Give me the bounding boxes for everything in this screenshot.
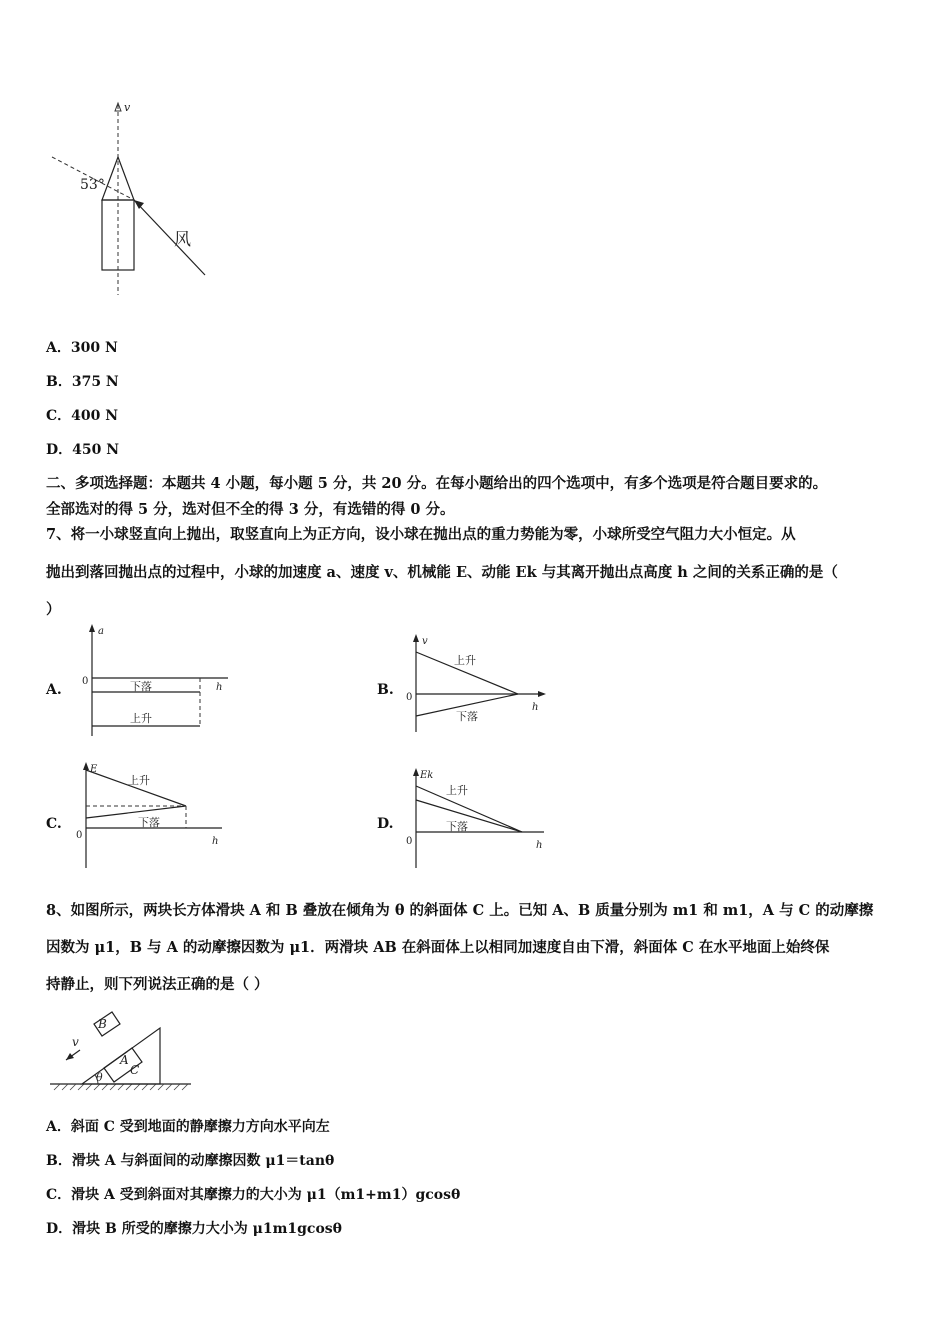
v-axis-label: v (124, 101, 131, 114)
q6-option-c[interactable]: C．400 N (46, 408, 119, 424)
q7-graph-c (72, 758, 232, 870)
graph-d-up-label: 上升 (446, 784, 468, 797)
graph-b-y-label: v (422, 636, 428, 647)
q7-graph-a (78, 620, 238, 738)
section2-line1: 二、多项选择题：本题共 4 小题，每小题 5 分，共 20 分。在每小题给出的四个选项中，有多个选项是符合题目要求的。 (46, 475, 828, 492)
q7-graph-b (400, 630, 550, 735)
q7-graph-c-letter[interactable]: C. (46, 816, 62, 832)
graph-b-down-label: 下落 (456, 710, 478, 723)
graph-a-up-label: 上升 (130, 712, 152, 725)
q7-graph-a-letter[interactable]: A. (46, 682, 62, 698)
graph-d-y-label: Ek (420, 770, 434, 781)
graph-d-down-label: 下落 (446, 820, 468, 833)
block-a-label: A (120, 1053, 129, 1067)
graph-c-up-label: 上升 (128, 774, 150, 787)
graph-b-origin: 0 (406, 692, 413, 703)
graph-b-up-label: 上升 (454, 654, 476, 667)
graph-b-x-label: h (532, 702, 539, 713)
graph-a-origin: 0 (82, 676, 89, 687)
graph-d-x-label: h (536, 840, 543, 851)
q8-option-b[interactable]: B．滑块 A 与斜面间的动摩擦因数 μ1＝tanθ (46, 1153, 335, 1169)
incline-c-label: C (130, 1063, 140, 1077)
angle-label: 53° (80, 177, 105, 193)
wind-label: 风 (174, 230, 191, 250)
q7-line1: 7、将一小球竖直向上抛出，取竖直向上为正方向，设小球在抛出点的重力势能为零，小球所受空气阻力大小恒定。从 (46, 526, 796, 543)
q8-option-d[interactable]: D．滑块 B 所受的摩擦力大小为 μ1m1gcosθ (46, 1221, 343, 1237)
q8-line2: 因数为 μ1，B 与 A 的动摩擦因数为 μ1．两滑块 AB 在斜面体上以相同加速度自由下滑，斜面体 C 在水平地面上始终保 (46, 939, 830, 956)
graph-c-x-label: h (212, 836, 219, 847)
wind-force-figure (40, 95, 220, 305)
q7-graph-d (400, 764, 550, 870)
q6-option-d[interactable]: D．450 N (46, 442, 120, 458)
graph-a-down-label: 下落 (130, 680, 152, 693)
block-b-label: B (98, 1017, 107, 1031)
q6-option-a[interactable]: A．300 N (46, 340, 118, 356)
graph-d-origin: 0 (406, 836, 413, 847)
q7-graph-d-letter[interactable]: D. (377, 816, 394, 832)
q7-line3: ） (46, 601, 61, 618)
graph-c-origin: 0 (76, 830, 83, 841)
graph-a-y-label: a (98, 626, 104, 637)
q8-option-c[interactable]: C．滑块 A 受到斜面对其摩擦力的大小为 μ1（m1+m1）gcosθ (46, 1187, 461, 1203)
q6-option-b[interactable]: B．375 N (46, 374, 119, 390)
graph-a-x-label: h (216, 682, 223, 693)
q8-line3: 持静止，则下列说法正确的是（ ） (46, 976, 269, 993)
graph-c-y-label: E (90, 764, 98, 775)
q7-graph-b-letter[interactable]: B. (377, 682, 394, 698)
q8-option-a[interactable]: A．斜面 C 受到地面的静摩擦力方向水平向左 (46, 1119, 330, 1135)
velocity-label: v (72, 1035, 79, 1049)
q7-line2: 抛出到落回抛出点的过程中，小球的加速度 a、速度 v、机械能 E、动能 Ek 与其离开抛出点高度 h 之间的关系正确的是（ (46, 564, 838, 581)
section2-line2: 全部选对的得 5 分，选对但不全的得 3 分，有选错的得 0 分。 (46, 501, 455, 518)
incline-figure (46, 1008, 196, 1096)
q8-line1: 8、如图所示，两块长方体滑块 A 和 B 叠放在倾角为 θ 的斜面体 C 上。已知 A、B 质量分别为 m1 和 m1，A 与 C 的动摩擦 (46, 902, 874, 919)
theta-label: θ (96, 1071, 103, 1084)
graph-c-down-label: 下落 (138, 816, 160, 829)
